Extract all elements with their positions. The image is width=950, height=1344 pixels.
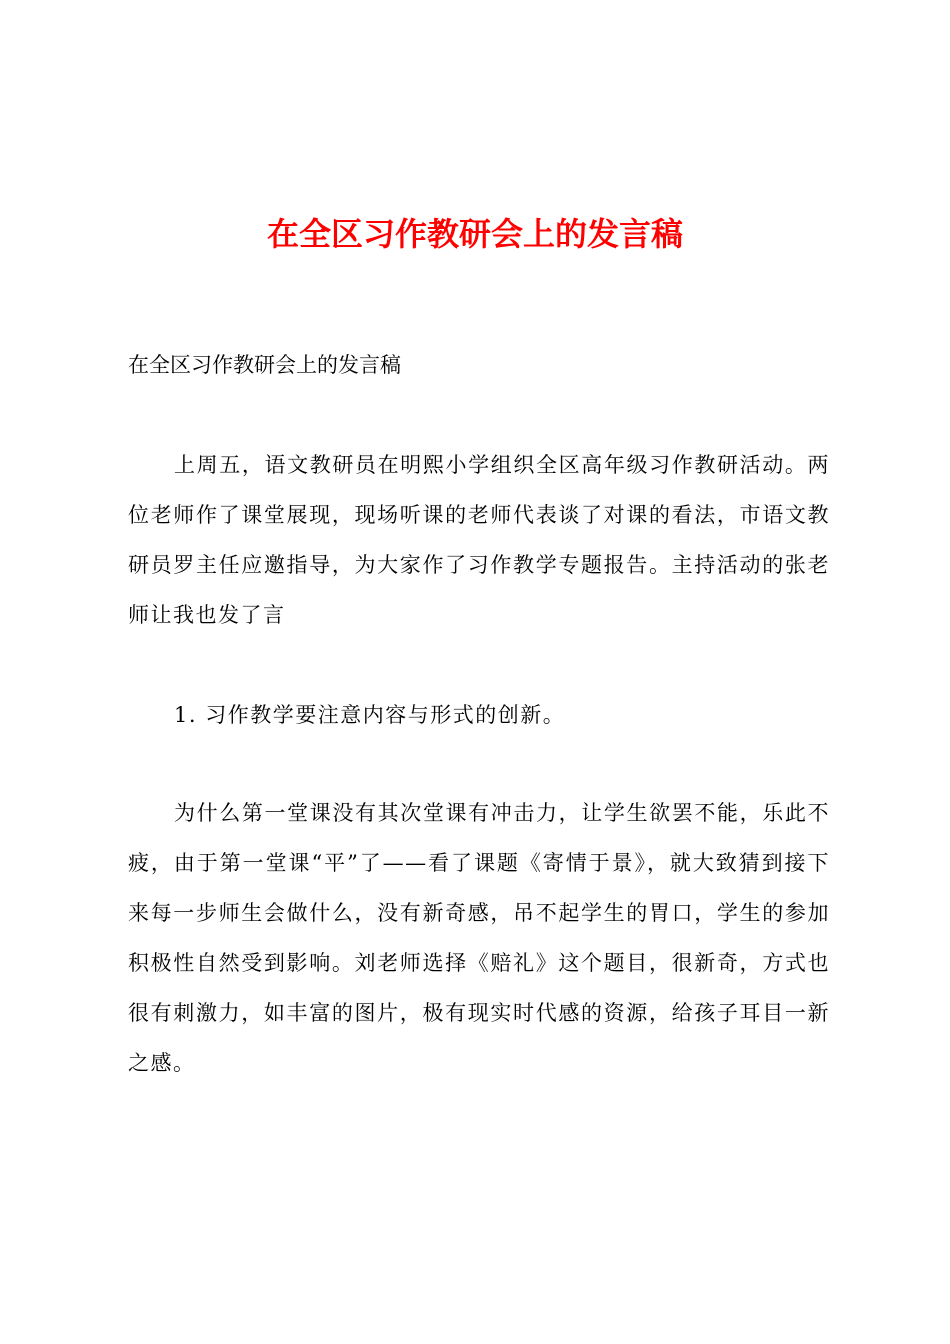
body-paragraph: 为什么第一堂课没有其次堂课有冲击力，让学生欲罢不能，乐此不疲，由于第一堂课“平”了——看了课题《寄情于景》，就大致猜到接下来每一步师生会做什么，没有新奇感，吊不起学生的胃口，学生的参加积极性自然受到影响。刘老师选择《赔礼》这个题目，很新奇，方式也很有刺激力，如丰富的图片，极有现实时代感的资源，给孩子耳目一新之感。 xyxy=(128,801,830,1075)
document-subtitle: 在全区习作教研会上的发言稿 xyxy=(128,353,401,377)
document-title: 在全区习作教研会上的发言稿 xyxy=(266,215,683,253)
numbered-point: 1. 习作教学要注意内容与形式的创新。 xyxy=(174,703,566,727)
body-paragraph: 上周五，语文教研员在明熙小学组织全区高年级习作教研活动。两位老师作了课堂展现，现场听课的老师代表谈了对课的看法，市语文教研员罗主任应邀指导，为大家作了习作教学专题报告。主持活动的张老师让我也发了言 xyxy=(128,453,830,627)
